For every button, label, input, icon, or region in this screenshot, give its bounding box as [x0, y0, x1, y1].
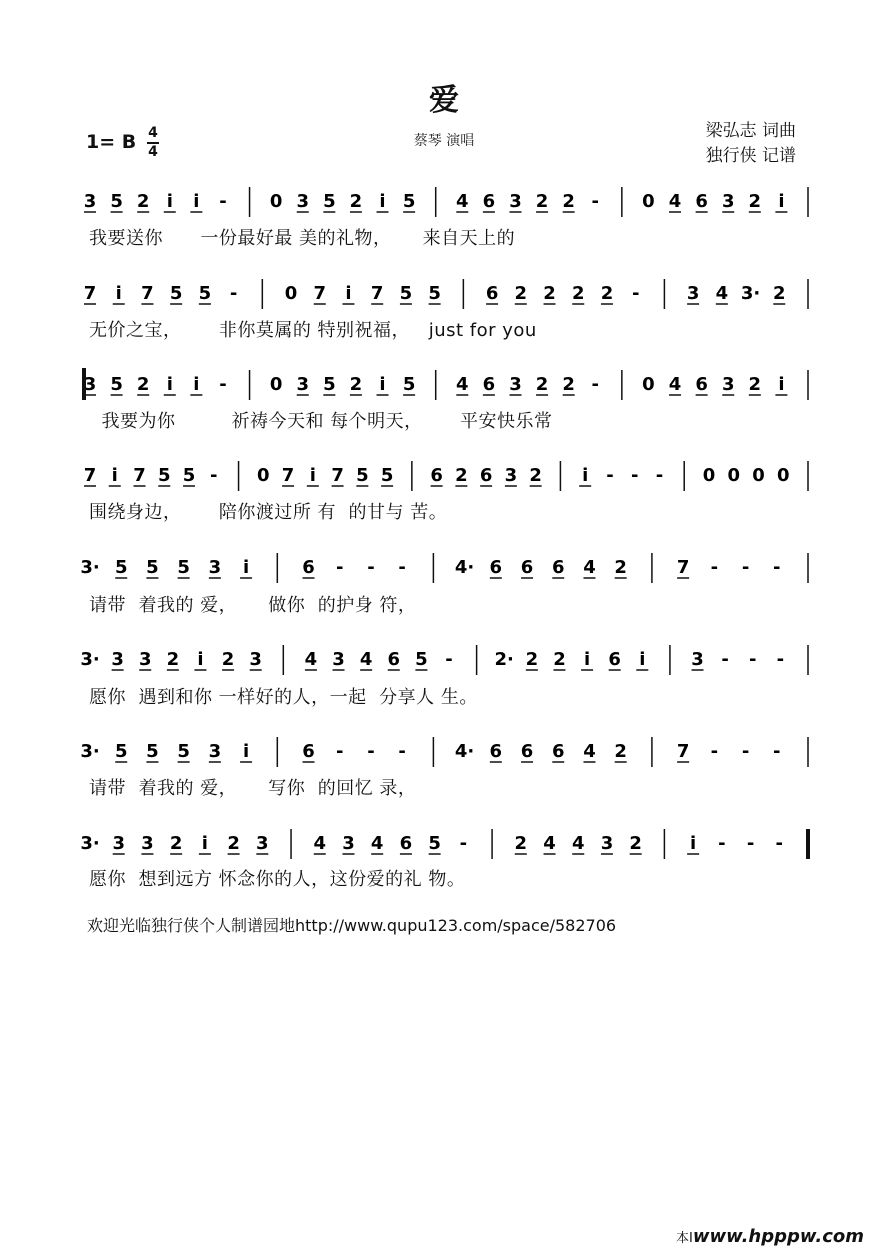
note: -: [335, 741, 344, 762]
note: 7: [281, 465, 295, 486]
note: 0: [776, 465, 790, 486]
note: 0: [269, 374, 283, 395]
note: 6: [430, 465, 443, 486]
note: 4: [668, 374, 682, 395]
note: 5: [114, 741, 128, 762]
note: 3: [509, 191, 522, 212]
note: -: [398, 557, 406, 578]
note: -: [655, 465, 664, 486]
note: i: [197, 649, 204, 670]
note: 6: [302, 741, 315, 762]
note: 6: [520, 557, 534, 578]
note: 5: [169, 283, 183, 304]
lyric-line-2: 无价之宝， 非你莫属的 特别祝福， just for you: [89, 320, 537, 341]
watermark: [676, 1226, 864, 1250]
note: 7: [83, 283, 97, 304]
note: 5: [158, 465, 171, 486]
note: -: [591, 191, 600, 212]
note: 3·: [80, 833, 100, 854]
note: 2: [514, 283, 528, 304]
note: -: [741, 557, 750, 578]
note: 2: [525, 649, 539, 670]
note: -: [710, 741, 719, 762]
note: 4: [571, 833, 585, 854]
note: 4·: [454, 557, 475, 578]
note: 2: [748, 191, 762, 212]
note: 7: [133, 465, 146, 486]
note: 3: [208, 741, 222, 762]
note: 5: [198, 283, 212, 304]
note: 5: [402, 191, 416, 212]
note: 3: [83, 191, 97, 212]
note: -: [746, 833, 755, 854]
note: 2: [349, 374, 363, 395]
note: i: [309, 465, 316, 486]
note: 3: [509, 374, 522, 395]
note: i: [243, 557, 250, 578]
note: 3: [83, 374, 97, 395]
note: 6: [482, 191, 496, 212]
note: -: [367, 557, 375, 578]
note: 7: [676, 557, 690, 578]
note: 6: [608, 649, 621, 670]
note: -: [776, 649, 785, 670]
note: 4: [583, 557, 596, 578]
note: -: [718, 833, 726, 854]
note: 4: [304, 649, 318, 670]
note: 7: [83, 465, 97, 486]
note: 0: [642, 191, 655, 212]
note: 6: [551, 741, 565, 762]
note: 5: [323, 191, 336, 212]
note: -: [741, 741, 750, 762]
note: 3: [600, 833, 614, 854]
lyric-line-8: 愿你 想到远方 怀念你的人，这份爱的礼 物。: [89, 869, 466, 890]
note: 5: [146, 557, 159, 578]
note: 3: [721, 374, 735, 395]
note: 6: [520, 741, 534, 762]
note: i: [111, 465, 118, 486]
note: -: [219, 374, 227, 395]
note: -: [591, 374, 600, 395]
note: -: [721, 649, 729, 670]
note: 3·: [740, 283, 761, 304]
note: 4: [456, 191, 469, 212]
note: 6: [482, 374, 496, 395]
note: 2: [529, 465, 542, 486]
note: 6: [485, 283, 499, 304]
note: i: [201, 833, 208, 854]
note: i: [243, 741, 250, 762]
note: 5: [146, 741, 159, 762]
note: -: [459, 833, 468, 854]
note: -: [210, 465, 218, 486]
note: -: [229, 283, 238, 304]
key-signature: 1= B: [86, 131, 137, 153]
lyric-line-6: 愿你 遇到和你 一样好的人，一起 分享人 生。: [89, 687, 478, 708]
note: i: [379, 191, 386, 212]
lyric-line-7: 请带 着我的 爱， 写你 的回忆 录，: [89, 778, 417, 799]
note: 4: [583, 741, 596, 762]
note: 2: [614, 557, 627, 578]
note: 3: [208, 557, 222, 578]
note: 6: [489, 557, 503, 578]
note: i: [166, 191, 173, 212]
note: 0: [269, 191, 283, 212]
note: 4: [370, 833, 384, 854]
note: i: [166, 374, 173, 395]
note: 5: [323, 374, 336, 395]
note: 5: [428, 833, 441, 854]
note: -: [335, 557, 344, 578]
song-title: 爱: [429, 83, 459, 118]
note: 3: [256, 833, 269, 854]
note: i: [583, 649, 591, 670]
note: 5: [182, 465, 196, 486]
note: 2: [614, 741, 627, 762]
note: -: [219, 191, 227, 212]
note: 5: [415, 649, 428, 670]
note: -: [710, 557, 719, 578]
note: 2: [571, 283, 585, 304]
note: i: [690, 833, 697, 854]
note: 0: [284, 283, 298, 304]
note: 3·: [80, 741, 100, 762]
note: 7: [676, 741, 690, 762]
note: 2: [349, 191, 363, 212]
note: 0: [727, 465, 740, 486]
note: 3: [342, 833, 355, 854]
note: -: [749, 649, 757, 670]
note: 0: [752, 465, 765, 486]
note: 3: [504, 465, 518, 486]
note: -: [773, 741, 781, 762]
note: 3: [332, 649, 345, 670]
note: 0: [257, 465, 270, 486]
note: 3: [138, 649, 152, 670]
note: 6: [551, 557, 565, 578]
note: i: [345, 283, 352, 304]
watermark-prefix: 本I: [676, 1231, 693, 1246]
note: 2: [514, 833, 528, 854]
note: 2: [227, 833, 240, 854]
note: 0: [702, 465, 716, 486]
note: 6: [302, 557, 315, 578]
time-signature-top: 4: [148, 125, 158, 141]
note: 3: [296, 374, 310, 395]
note: 2: [136, 191, 150, 212]
note: 5: [177, 557, 190, 578]
note: i: [778, 374, 785, 395]
note: 4: [543, 833, 556, 854]
note: 2: [562, 374, 575, 395]
note: 6: [695, 374, 708, 395]
note: 5: [177, 741, 190, 762]
note: 3: [112, 833, 125, 854]
note: 3: [691, 649, 704, 670]
note: -: [367, 741, 375, 762]
note: 2: [600, 283, 614, 304]
note: -: [630, 465, 639, 486]
note: 3: [686, 283, 700, 304]
note: i: [115, 283, 122, 304]
note: 2: [169, 833, 183, 854]
footer-link-text: 欢迎光临独行侠个人制谱园地http://www.qupu123.com/space/582706: [87, 916, 617, 935]
note: 2: [455, 465, 468, 486]
note: 0: [642, 374, 655, 395]
note: 2: [629, 833, 642, 854]
note: 6: [489, 741, 503, 762]
note: 4: [456, 374, 469, 395]
transcriber-credit: 独行侠 记谱: [705, 146, 796, 166]
note: 7: [141, 283, 154, 304]
lyric-line-4: 围绕身边， 陪你渡过所 有 的甘与 苦。: [89, 502, 448, 523]
note: 2·: [494, 649, 514, 670]
lyric-line-5: 请带 着我的 爱， 做你 的护身 符，: [89, 595, 417, 616]
note: i: [193, 191, 200, 212]
note: 6: [399, 833, 413, 854]
singer-credit: 蔡琴 演唱: [413, 133, 475, 149]
note: 5: [402, 374, 416, 395]
note: 7: [331, 465, 344, 486]
note: i: [639, 649, 646, 670]
lyric-line-3: 我要为你 祈祷今天和 每个明天， 平安快乐常: [89, 411, 553, 432]
note: 3: [111, 649, 124, 670]
note: 2: [136, 374, 150, 395]
note: i: [379, 374, 386, 395]
note: 2: [221, 649, 235, 670]
note: 2: [748, 374, 762, 395]
note: 2: [553, 649, 566, 670]
note: 2: [543, 283, 556, 304]
note: -: [606, 465, 614, 486]
note: 5: [399, 283, 413, 304]
note: i: [582, 465, 589, 486]
note: 5: [114, 557, 128, 578]
note: 3: [296, 191, 310, 212]
note: 2: [166, 649, 180, 670]
note: 3: [141, 833, 154, 854]
note: -: [773, 557, 781, 578]
note: 5: [110, 374, 123, 395]
note: -: [631, 283, 640, 304]
note: 6: [479, 465, 493, 486]
composer-credit: 梁弘志 词曲: [705, 121, 796, 141]
note: 4: [715, 283, 729, 304]
note: 2: [535, 374, 549, 395]
note: 3·: [80, 649, 100, 670]
note: 5: [110, 191, 123, 212]
note: -: [445, 649, 453, 670]
note: 5: [380, 465, 394, 486]
note: 6: [695, 191, 708, 212]
note: 7: [313, 283, 327, 304]
time-signature-bottom: 4: [148, 143, 158, 160]
note: 3·: [80, 557, 100, 578]
note: 5: [356, 465, 369, 486]
note: 4: [359, 649, 373, 670]
note: 4: [668, 191, 682, 212]
watermark-url: www.hpppw.com: [692, 1226, 864, 1247]
note: 2: [535, 191, 549, 212]
note: 6: [387, 649, 401, 670]
note: -: [398, 741, 406, 762]
note: 3: [721, 191, 735, 212]
note: i: [778, 191, 785, 212]
note: 7: [370, 283, 384, 304]
note: 3: [249, 649, 262, 670]
note: i: [193, 374, 200, 395]
lyric-line-1: 我要送你 一份最好最 美的礼物， 来自天上的: [89, 228, 516, 249]
note: 5: [428, 283, 441, 304]
note: 2: [562, 191, 575, 212]
note: 4: [313, 833, 327, 854]
note: 2: [773, 283, 786, 304]
note: 4·: [454, 741, 475, 762]
note: -: [775, 833, 784, 854]
